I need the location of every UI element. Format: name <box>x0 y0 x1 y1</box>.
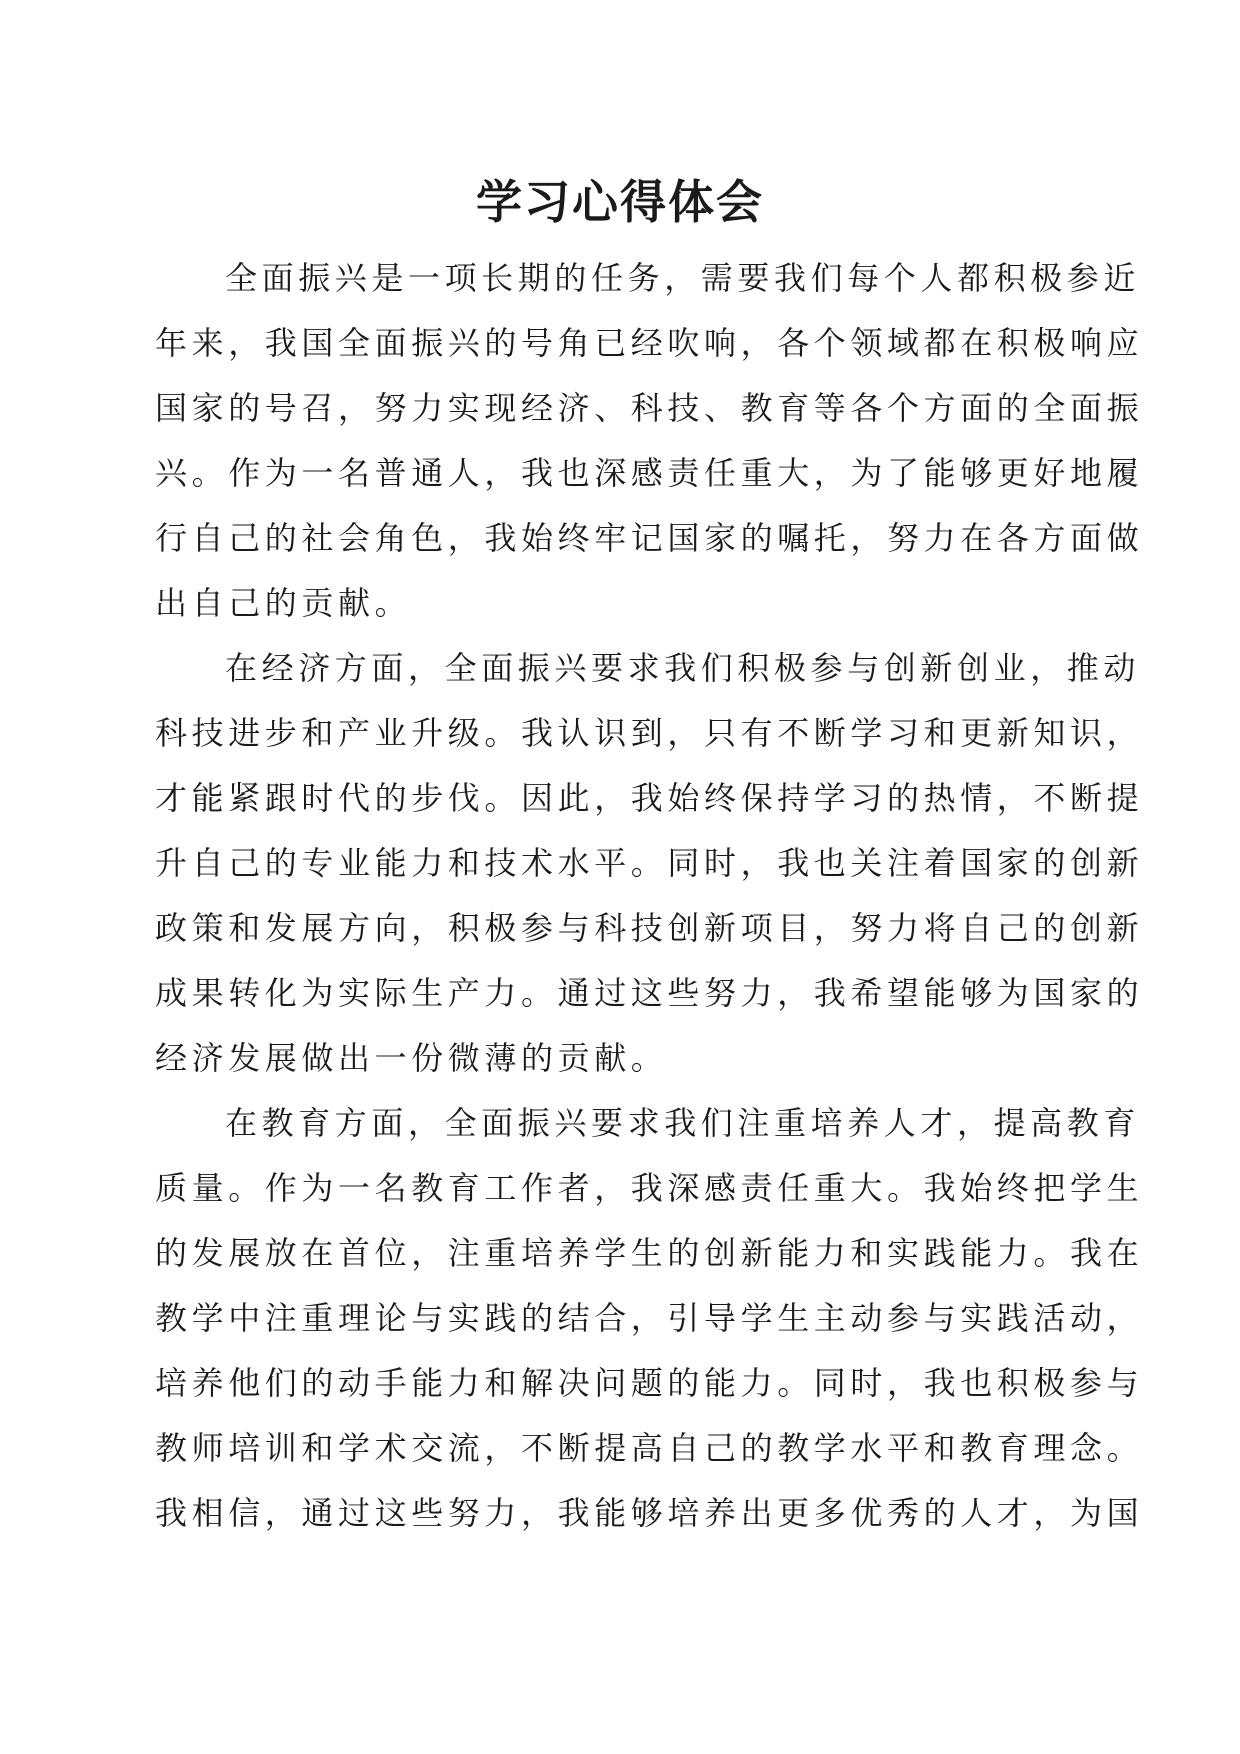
paragraph-line: 才能紧跟时代的步伐。因此，我始终保持学习的热情，不断提 <box>155 779 1144 817</box>
paragraph-line: 教学中注重理论与实践的结合，引导学生主动参与实践活动， <box>155 1299 1144 1337</box>
paragraph-line: 在经济方面，全面振兴要求我们积极参与创新创业，推动 <box>225 649 1141 687</box>
paragraph-line: 培养他们的动手能力和解决问题的能力。同时，我也积极参与 <box>155 1364 1144 1402</box>
paragraph-line: 质量。作为一名教育工作者，我深感责任重大。我始终把学生 <box>155 1169 1144 1207</box>
paragraph-line: 科技进步和产业升级。我认识到，只有不断学习和更新知识， <box>155 714 1144 752</box>
paragraph-line: 出自己的贡献。 <box>155 584 412 622</box>
paragraph-1 <box>155 246 1144 636</box>
paragraph-line: 成果转化为实际生产力。通过这些努力，我希望能够为国家的 <box>155 974 1144 1012</box>
paragraph-3 <box>155 1091 1144 1546</box>
document-body <box>155 246 1144 1546</box>
paragraph-2 <box>155 636 1144 1091</box>
paragraph-line: 全面振兴是一项长期的任务，需要我们每个人都积极参近 <box>225 259 1141 297</box>
paragraph-line: 国家的号召，努力实现经济、科技、教育等各个方面的全面振 <box>155 389 1144 427</box>
document-title: 学习心得体会 <box>476 175 764 229</box>
paragraph-line: 政策和发展方向，积极参与科技创新项目，努力将自己的创新 <box>155 909 1144 947</box>
paragraph-line: 兴。作为一名普通人，我也深感责任重大，为了能够更好地履 <box>155 454 1144 492</box>
paragraph-line: 经济发展做出一份微薄的贡献。 <box>155 1039 668 1077</box>
paragraph-line: 教师培训和学术交流，不断提高自己的教学水平和教育理念。 <box>155 1429 1144 1467</box>
paragraph-line: 在教育方面，全面振兴要求我们注重培养人才，提高教育 <box>225 1104 1141 1142</box>
paragraph-line: 的发展放在首位，注重培养学生的创新能力和实践能力。我在 <box>155 1234 1144 1272</box>
paragraph-line: 升自己的专业能力和技术水平。同时，我也关注着国家的创新 <box>155 844 1144 882</box>
paragraph-line: 年来，我国全面振兴的号角已经吹响，各个领域都在积极响应 <box>155 324 1144 362</box>
paragraph-line: 我相信，通过这些努力，我能够培养出更多优秀的人才，为国 <box>155 1494 1144 1532</box>
paragraph-line: 行自己的社会角色，我始终牢记国家的嘱托，努力在各方面做 <box>155 519 1144 557</box>
